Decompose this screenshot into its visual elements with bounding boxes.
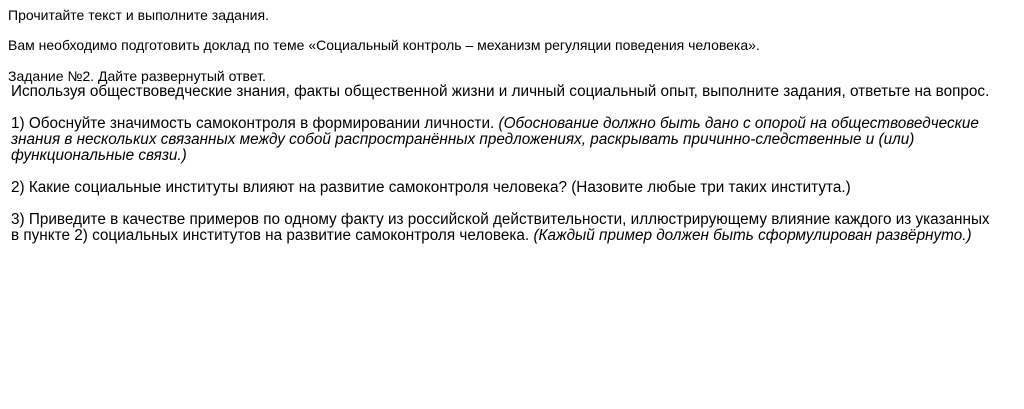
question-1-note: (Обоснование должно быть дано с опорой на обществоведческие знания в нескольких связанных между собой распространённых предложениях, раскрывать причинно-следственные и (или) функциональные связи.): [11, 115, 979, 164]
question-1-text: 1) Обоснуйте значимость самоконтроля в формировании личности.: [11, 115, 495, 132]
intro-paragraph: Используя обществоведческие знания, факты общественной жизни и личный социальный опыт, выполните задания, ответьте на вопрос.: [11, 83, 990, 100]
topic-text: Вам необходимо подготовить доклад по теме «Социальный контроль – механизм регуляции поведения человека».: [8, 37, 760, 53]
question-3: [11, 212, 1016, 244]
task-body: [11, 84, 1016, 244]
instruction-text: Прочитайте текст и выполните задания.: [8, 7, 269, 23]
question-3-line-2: в пункте 2) социальных институтов на развитие самоконтроля человека.: [11, 227, 530, 244]
task-header: Задание №2. Дайте развернутый ответ.: [8, 68, 266, 84]
question-3-line-1: 3) Приведите в качестве примеров по одному факту из российской действительности, иллюстрирующему влияние каждого из указанных: [11, 211, 990, 228]
question-3-note: (Каждый пример должен быть сформулирован развёрнуто.): [533, 227, 972, 244]
question-1: [11, 116, 1016, 164]
question-2: 2) Какие социальные институты влияют на развитие самоконтроля человека? (Назовите любые три таких института.): [11, 179, 851, 196]
